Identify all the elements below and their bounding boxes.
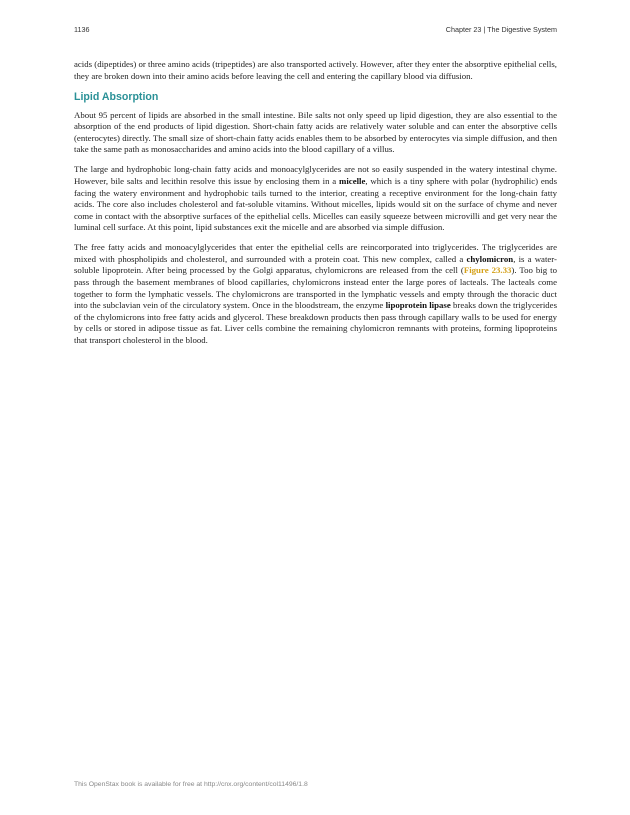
paragraph-1: About 95 percent of lipids are absorbed in the small intestine. Bile salts not only speed up lipid digestion, they are also essential to the absorption of the end products of lipid digestion. Short-chain fatty acids are relatively water soluble and can enter the absorptive cells (enterocytes) directly. The small size of short-chain fatty acids enables them to be absorbed by enterocytes via simple diffusion, and then take the same path as monosaccharides and amino acids into the blood capillary of a villus.: [74, 109, 557, 155]
paragraph-3-text-b: , is a water-soluble lipoprotein. After being processed by the Golgi apparatus, chylomicrons are released from the cell (: [74, 253, 557, 276]
paragraph-3: [74, 242, 557, 346]
term-lipoprotein-lipase: lipoprotein lipase: [385, 300, 451, 311]
paragraph-3-text-d: breaks down the triglycerides of the chylomicrons into free fatty acids and glycerol. These breakdown products then pass through capillary walls to be used for energy by cells or stored in adipose tissue as fat. Liver cells combine the remaining chylomicron remnants with proteins, forming lipoproteins that transport cholesterol in the blood.: [74, 300, 557, 346]
paragraph-2-text-a: The large and hydrophobic long-chain fatty acids and monoacylglycerides are not so easily suspended in the watery intestinal chyme. However, bile salts and lecithin resolve this issue by enclosing them in a: [74, 164, 557, 186]
paragraph-3-text-c: ). Too big to pass through the basement membranes of blood capillaries, chylomicrons instead enter the large pores of lacteals. The lacteals come together to form the lymphatic vessels. The chylomicrons are transported in the lymphatic vessels and empty through the thoracic duct into the subclavian vein of the circulatory system. Once in the bloodstream, the enzyme: [74, 265, 557, 311]
term-chylomicron: chylomicron: [466, 253, 514, 264]
paragraph-2: [74, 164, 557, 234]
paragraph-2-text-b: , which is a tiny sphere with polar (hydrophilic) ends facing the watery environment and hydrophobic tails turned to the interior, creating a receptive environment for the long-chain fatty acids. The core also includes cholesterol and fat-soluble vitamins. Without micelles, lipids would sit on the surface of chyme and never come in contact with the absorptive surfaces of the epithelial cells. Micelles can easily squeeze between microvilli and get very near the luminal cell surface. At this point, lipid substances exit the micelle and are absorbed via simple diffusion.: [74, 175, 557, 233]
section-heading: Lipid Absorption: [74, 90, 159, 103]
intro-paragraph: acids (dipeptides) or three amino acids (tripeptides) are also transported actively. However, after they enter the absorptive epithelial cells, they are broken down into their amino acids before leaving the cell and entering the capillary blood via diffusion.: [74, 59, 557, 81]
paragraph-3-text-a: The free fatty acids and monoacylglycerides that enter the epithelial cells are reincorporated into triglycerides. The triglycerides are mixed with phospholipids and cholesterol, and surrounded with a protein coat. This new complex, called a: [74, 242, 557, 264]
figure-link[interactable]: Figure 23.33: [463, 265, 512, 276]
page-number: 1136: [74, 25, 90, 34]
term-micelle: micelle: [339, 175, 366, 186]
page-footer: This OpenStax book is available for free at http://cnx.org/content/col11496/1.8: [74, 781, 308, 788]
page-header: [74, 25, 557, 37]
page-body: [74, 59, 557, 355]
running-head: Chapter 23 | The Digestive System: [445, 25, 557, 34]
